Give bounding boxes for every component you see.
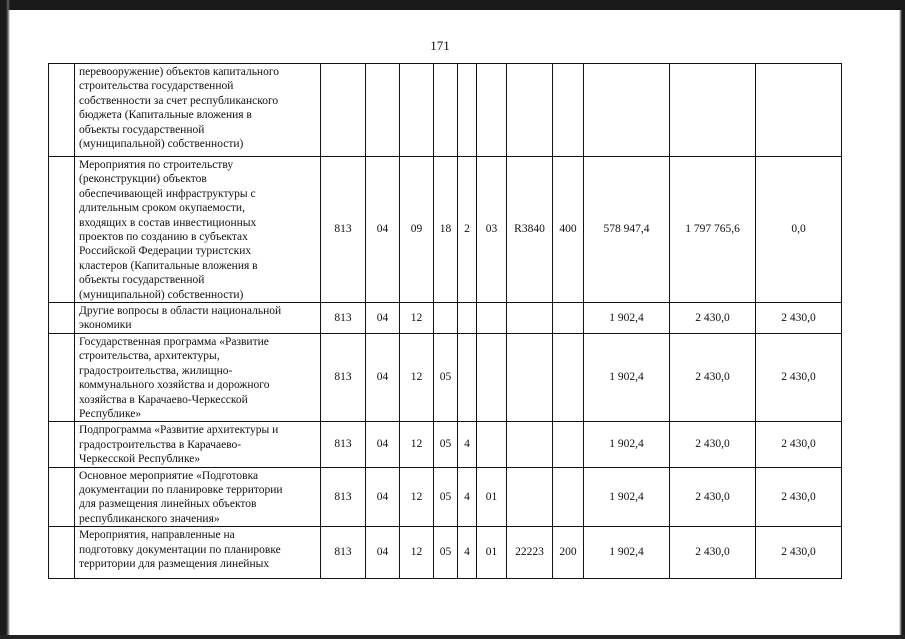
blank-cell (49, 527, 75, 579)
item-name-line: коммунального хозяйства и дорожного (79, 379, 270, 392)
item-name-line: входящих в состав инвестиционных (79, 216, 257, 229)
item-name-line: республиканского значения» (79, 512, 220, 525)
item-name-line: подготовку документации по планировке (79, 543, 281, 556)
item-name-line: Черкесской Республике» (79, 453, 201, 466)
grbs-cell: 813 (321, 303, 366, 334)
program-cell: 05 (434, 467, 458, 527)
expense-type-cell (553, 467, 584, 527)
item-name-line: обеспечивающей инфраструктуры с (79, 187, 256, 200)
scan-border-bottom (0, 635, 905, 639)
event-cell: 01 (477, 527, 507, 579)
section-cell: 04 (366, 333, 400, 421)
subsection-cell: 12 (400, 303, 434, 334)
item-name-line: объекты государственной (79, 123, 205, 136)
direction-cell: 22223 (507, 527, 553, 579)
item-name-cell (75, 422, 321, 467)
program-cell: 18 (434, 157, 458, 303)
grbs-cell: 813 (321, 527, 366, 579)
item-name-cell (75, 303, 321, 334)
item-name-line: длительным сроком окупаемости, (79, 202, 245, 215)
sum-2021-cell: 2 430,0 (756, 303, 842, 334)
table-row (49, 303, 842, 334)
direction-cell: R3840 (507, 157, 553, 303)
table-body (49, 64, 842, 579)
item-name-line: Государственная программа «Развитие (79, 335, 269, 348)
item-name-line: (муниципальной) собственности) (79, 288, 244, 301)
item-name-line: хозяйства в Карачаево-Черкесской (79, 393, 248, 406)
item-name-line: Мероприятия, направленные на (79, 529, 235, 542)
grbs-cell: 813 (321, 422, 366, 467)
event-cell (477, 422, 507, 467)
item-name-cell (75, 64, 321, 157)
item-name-cell (75, 157, 321, 303)
subsection-cell (400, 64, 434, 157)
section-cell: 04 (366, 527, 400, 579)
sum-2019-cell: 1 902,4 (584, 467, 670, 527)
program-cell (434, 303, 458, 334)
sum-2019-cell (584, 64, 670, 157)
sum-2021-cell (756, 64, 842, 157)
sum-2020-cell (670, 64, 756, 157)
item-name-line: Подпрограмма «Развитие архитектуры и (79, 424, 279, 437)
blank-cell (49, 157, 75, 303)
blank-cell (49, 303, 75, 334)
sum-2020-cell: 1 797 765,6 (670, 157, 756, 303)
table-row (49, 467, 842, 527)
item-name-cell (75, 527, 321, 579)
sum-2020-cell: 2 430,0 (670, 422, 756, 467)
item-name-line: Основное мероприятие «Подготовка (79, 469, 259, 482)
sum-2020-cell: 2 430,0 (670, 527, 756, 579)
section-cell: 04 (366, 303, 400, 334)
expense-type-cell: 200 (553, 527, 584, 579)
blank-cell (49, 64, 75, 157)
subsection-cell: 12 (400, 333, 434, 421)
subsection-cell: 12 (400, 527, 434, 579)
sum-2020-cell: 2 430,0 (670, 333, 756, 421)
subsection-cell: 12 (400, 422, 434, 467)
item-name-line: собственности за счет республиканского (79, 94, 279, 107)
grbs-cell (321, 64, 366, 157)
direction-cell (507, 303, 553, 334)
program-cell (434, 64, 458, 157)
item-name-line: территории для размещения линейных (79, 557, 270, 570)
event-cell (477, 303, 507, 334)
subprogram-cell (458, 333, 477, 421)
event-cell (477, 64, 507, 157)
grbs-cell: 813 (321, 467, 366, 527)
item-name-line: строительства государственной (79, 80, 234, 93)
program-cell: 05 (434, 422, 458, 467)
direction-cell (507, 422, 553, 467)
item-name-line: градостроительства в Карачаево- (79, 438, 242, 451)
sum-2021-cell: 2 430,0 (756, 467, 842, 527)
budget-table (48, 63, 842, 579)
item-name-line: объекты государственной (79, 274, 205, 287)
section-cell (366, 64, 400, 157)
event-cell: 03 (477, 157, 507, 303)
sum-2021-cell: 2 430,0 (756, 333, 842, 421)
item-name-line: (реконструкции) объектов (79, 173, 207, 186)
sum-2020-cell: 2 430,0 (670, 303, 756, 334)
blank-cell (49, 467, 75, 527)
direction-cell (507, 467, 553, 527)
item-name-cell (75, 467, 321, 527)
subprogram-cell: 4 (458, 422, 477, 467)
program-cell: 05 (434, 527, 458, 579)
item-name-line: Республике» (79, 407, 142, 420)
subprogram-cell: 4 (458, 467, 477, 527)
blank-cell (49, 422, 75, 467)
expense-type-cell (553, 64, 584, 157)
subprogram-cell (458, 64, 477, 157)
item-name-line: строительства, архитектуры, (79, 350, 220, 363)
direction-cell (507, 64, 553, 157)
item-name-cell (75, 333, 321, 421)
table-row (49, 527, 842, 579)
scan-border-top (0, 0, 905, 10)
program-cell: 05 (434, 333, 458, 421)
sum-2019-cell: 1 902,4 (584, 527, 670, 579)
item-name-line: документации по планировке территории (79, 483, 283, 496)
section-cell: 04 (366, 467, 400, 527)
subprogram-cell: 2 (458, 157, 477, 303)
item-name-line: градостроительства, жилищно- (79, 364, 233, 377)
scan-border-left (0, 0, 10, 639)
table-row (49, 422, 842, 467)
expense-type-cell (553, 422, 584, 467)
subsection-cell: 09 (400, 157, 434, 303)
event-cell (477, 333, 507, 421)
sum-2019-cell: 1 902,4 (584, 422, 670, 467)
scan-border-right (899, 0, 905, 639)
grbs-cell: 813 (321, 157, 366, 303)
sum-2019-cell: 578 947,4 (584, 157, 670, 303)
expense-type-cell (553, 303, 584, 334)
item-name-line: перевооружение) объектов капитального (79, 66, 280, 78)
expense-type-cell (553, 333, 584, 421)
event-cell: 01 (477, 467, 507, 527)
section-cell: 04 (366, 422, 400, 467)
item-name-line: экономики (79, 319, 132, 332)
sum-2019-cell: 1 902,4 (584, 303, 670, 334)
grbs-cell: 813 (321, 333, 366, 421)
sum-2021-cell: 2 430,0 (756, 422, 842, 467)
sum-2021-cell: 2 430,0 (756, 527, 842, 579)
subsection-cell: 12 (400, 467, 434, 527)
item-name-line: для размещения линейных объектов (79, 498, 257, 511)
subprogram-cell (458, 303, 477, 334)
sum-2020-cell: 2 430,0 (670, 467, 756, 527)
sum-2021-cell: 0,0 (756, 157, 842, 303)
table-row (49, 157, 842, 303)
page-number: 171 (430, 38, 450, 53)
item-name-line: (муниципальной) собственности) (79, 138, 244, 151)
table-row (49, 333, 842, 421)
item-name-line: проектов по созданию в субъектах (79, 231, 248, 244)
item-name-line: кластеров (Капитальные вложения в (79, 259, 258, 272)
blank-cell (49, 333, 75, 421)
item-name-line: Российской Федерации туристских (79, 245, 252, 258)
table-row (49, 64, 842, 157)
direction-cell (507, 333, 553, 421)
subprogram-cell: 4 (458, 527, 477, 579)
section-cell: 04 (366, 157, 400, 303)
sum-2019-cell: 1 902,4 (584, 333, 670, 421)
expense-type-cell: 400 (553, 157, 584, 303)
item-name-line: Мероприятия по строительству (79, 159, 234, 171)
item-name-line: Другие вопросы в области национальной (79, 305, 282, 318)
item-name-line: бюджета (Капитальные вложения в (79, 109, 252, 122)
